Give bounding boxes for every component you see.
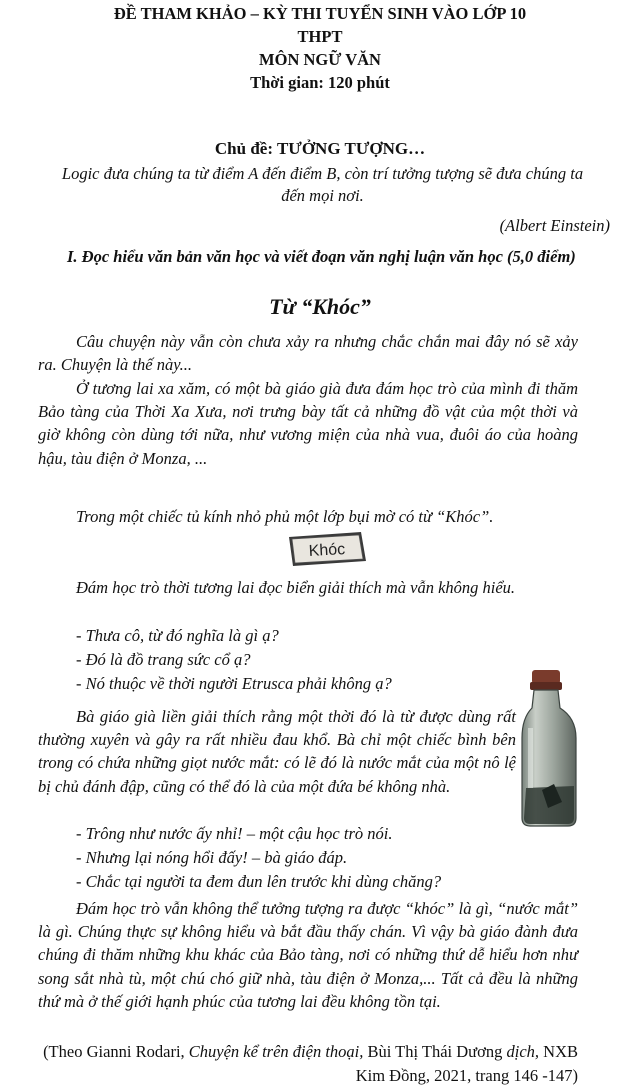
- story-title: Từ “Khóc”: [269, 294, 371, 319]
- epigraph-quote: Logic đưa chúng ta từ điểm A đến điểm B, còn trí tưởng tượng sẽ đưa chúng ta đến mọi nơi.: [61, 164, 584, 205]
- tear-bottle-image: [518, 668, 582, 828]
- paragraph-4: Đám học trò thời tương lai đọc biển giải thích mà vẫn không hiểu.: [76, 578, 516, 597]
- exam-title-cont: THPT: [297, 27, 343, 46]
- paragraph-5: Bà giáo già liền giải thích rằng một thời đó là từ được dùng rất thường xuyên và gây ra rất nhiều đau khổ. Bà chỉ một chiếc bình bên trong có chứa những giọt nước mắt: có lẽ đó là nước mắt của một nô lệ bị chủ đánh đập, cũng có thể đó là của một đứa bé không nhà.: [38, 707, 516, 796]
- dialogue-line: - Đó là đồ trang sức cổ ạ?: [76, 650, 251, 669]
- epigraph-author: (Albert Einstein): [499, 216, 610, 235]
- exam-header: [20, 2, 620, 94]
- source-credit: (Theo Gianni Rodari, Chuyện kể trên điện thoại, Bùi Thị Thái Dương dịch, NXB Kim Đồng, 2021, trang 146 -147): [43, 1042, 578, 1085]
- paragraph-1: Câu chuyện này vẫn còn chưa xảy ra nhưng chắc chắn mai đây nó sẽ xảy ra. Chuyện là thế này...: [38, 332, 578, 375]
- dialogue-line: - Nhưng lại nóng hổi đấy! – bà giáo đáp.: [76, 848, 348, 867]
- paragraph-6: Đám học trò vẫn không thể tưởng tượng ra được “khóc” là gì, “nước mắt” là gì. Chúng thực sự không hiểu và bắt đầu thấy chán. Vì vậy bà giáo đành đưa chúng đi thăm những khu khác của Bảo tàng, nơi có những thứ dễ hiểu hơn như song sắt nhà tù, một chú chó giữ nhà, tàu điện ở Monza,... Tất cả đều là những thứ mà ở thế giới hạnh phúc của tương lai đều không tồn tại.: [38, 899, 578, 1011]
- dialogue-line: - Nó thuộc về thời người Etrusca phải không ạ?: [76, 674, 392, 693]
- paragraph-3: Trong một chiếc tủ kính nhỏ phủ một lớp bụi mờ có từ “Khóc”.: [76, 507, 494, 526]
- exam-title: ĐỀ THAM KHẢO – KỲ THI TUYỂN SINH VÀO LỚP 10: [113, 4, 527, 23]
- duration: Thời gian: 120 phút: [250, 73, 390, 92]
- subject: MÔN NGỮ VĂN: [259, 50, 381, 69]
- dialogue-line: - Thưa cô, từ đó nghĩa là gì ạ?: [76, 626, 279, 645]
- paragraph-2: Ở tương lai xa xăm, có một bà giáo già đưa đám học trò của mình đi thăm Bảo tàng của Thời Xa Xưa, nơi trưng bày tất cả những đồ vật của một thời và giờ không còn dùng tới nữa, như vương miện của nhà vua, đuôi áo của hoàng hậu, tàu điện ở Monza, ...: [38, 379, 578, 468]
- dialogue-line: - Chắc tại người ta đem đun lên trước khi dùng chăng?: [76, 872, 442, 891]
- section-heading: I. Đọc hiểu văn bản văn học và viết đoạn văn nghị luận văn học (5,0 điểm): [67, 247, 576, 266]
- dialogue-line: - Trông như nước ấy nhỉ! – một cậu học trò nói.: [76, 824, 393, 843]
- khoc-label-text: Khóc: [308, 541, 346, 560]
- theme-title: Chủ đề: TƯỞNG TƯỢNG…: [214, 139, 426, 158]
- khoc-label-image: [287, 531, 367, 567]
